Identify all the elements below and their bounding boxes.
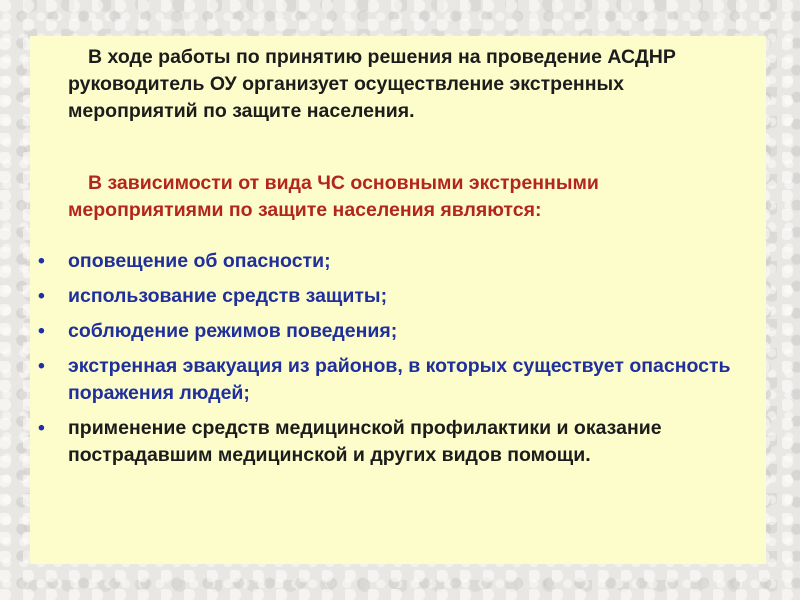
bullet-icon: • [38,250,45,272]
bullet-icon: • [38,355,45,377]
lead-paragraph: В зависимости от вида ЧС основными экстренными мероприятиями по защите населения являются: [68,172,599,221]
list-item [30,353,766,407]
list-item [30,415,766,469]
list-item [30,318,766,345]
measures-list [30,248,766,477]
list-item-text: применение средств медицинской профилактики и оказание пострадавшим медицинской и других видов помощи. [68,417,662,466]
list-item [30,248,766,275]
bullet-icon: • [38,320,45,342]
list-item-text: соблюдение режимов поведения; [68,320,398,342]
list-item-text: экстренная эвакуация из районов, в которых существует опасность поражения людей; [68,355,731,404]
slide-panel [30,36,766,564]
bullet-icon: • [38,285,45,307]
list-item-text: использование средств защиты; [68,285,388,307]
list-item-text: оповещение об опасности; [68,250,331,272]
intro-paragraph: В ходе работы по принятию решения на проведение АСДНР руководитель ОУ организует осуществление экстренных мероприятий по защите населения. [68,46,676,122]
bullet-icon: • [38,417,45,439]
list-item [30,283,766,310]
